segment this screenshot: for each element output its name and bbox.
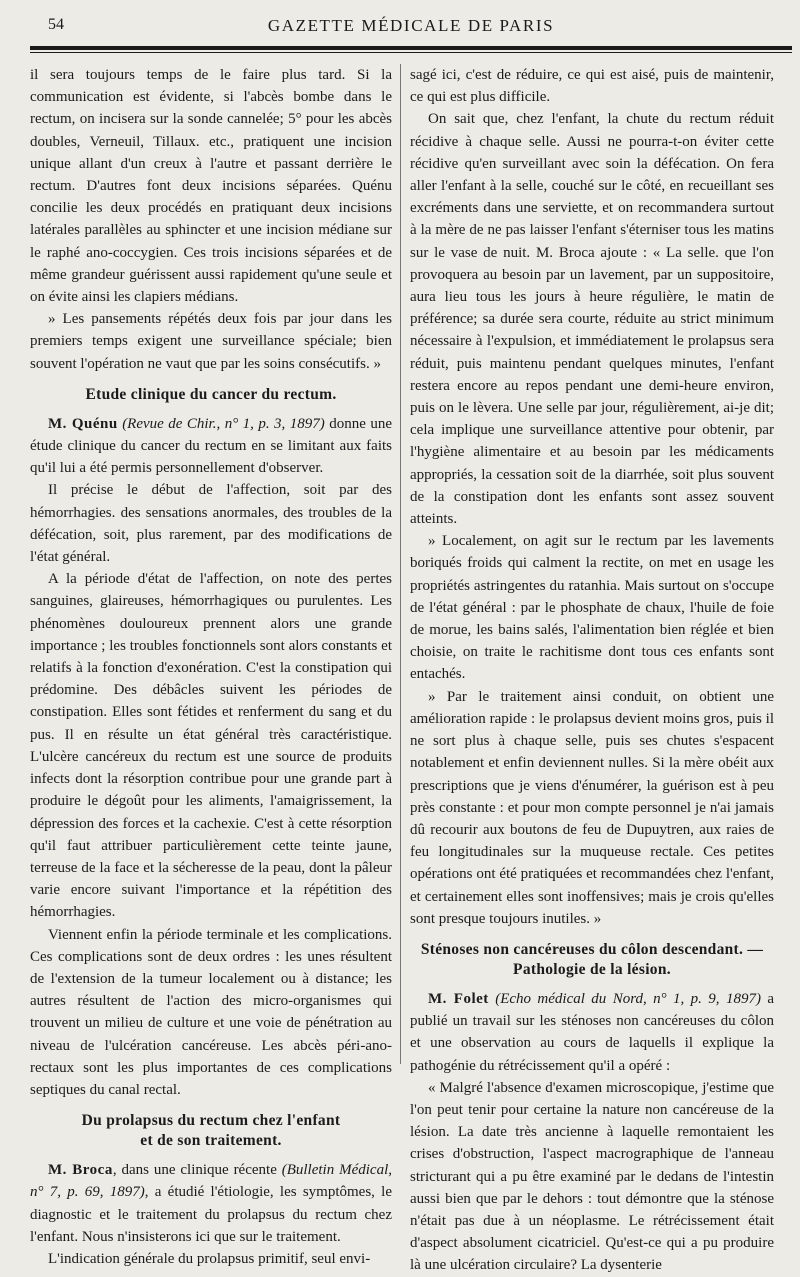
paragraph: » Localement, on agit sur le rectum par les lavements boriqués froids qui calment la rectite, on met en usage les propriétés astringentes du ratanhia. Mais surtout on s'occupe de l'état général : par le phosphate de chaux, l'huile de foie de morue, les bains salés, l'alimentation bien réglée et bien choisie, on traite le rachitisme dont tous ces enfants sont entachés.	[410, 533, 774, 683]
heading-line: Du prolapsus du rectum chez l'enfant	[81, 1112, 341, 1130]
left-column	[30, 64, 392, 1270]
heading-line: et de son traitement.	[140, 1132, 282, 1150]
heading-line: Pathologie de la lésion.	[513, 960, 671, 978]
page-number: 54	[48, 16, 64, 33]
paragraph: L'indication générale du prolapsus primitif, seul envi-	[48, 1250, 371, 1267]
paragraph: » Les pansements répétés deux fois par jour dans les premiers temps exigent une surveillance spéciale; bien souvent l'opération ne vaut que par les soins consécutifs. »	[30, 311, 392, 372]
paragraph: « Malgré l'absence d'examen microscopique, j'estime que l'on peut tenir pour certaine la nature non cancéreuse de la lésion. La date très ancienne à laquelle remontaient les crises d'obstruction, l'aspect macrographique de l'anneau stricturant qui a pu être examiné par le dedans de l'intestin aussi bien que par le dehors : tout démontre que la sténose n'était pas due à un néoplasme. Le rétrécissement était d'aspect absolument cicatriciel. Qu'est-ce qui a pu produire là une ulcération circulaire? La dysenterie	[410, 1079, 774, 1274]
paragraph-text: , dans une clinique récente	[112, 1162, 282, 1179]
section-heading: Etude clinique du cancer du rectum.	[85, 385, 337, 403]
paragraph: sagé ici, c'est de réduire, ce qui est aisé, puis de maintenir, ce qui est plus difficile.	[410, 67, 774, 106]
column-divider	[400, 64, 401, 1064]
paragraph: Il précise le début de l'affection, soit par des hémorrhagies. des sensations anormales, des troubles de la défécation, soit, plus rarement, par des modifications de l'état général.	[30, 482, 392, 566]
reference: (Bulletin Médical, n° 7, p. 69, 1897)	[30, 1162, 392, 1201]
paragraph: A la période d'état de l'affection, on note des pertes sanguines, glaireuses, hémorrhagiques ou purulentes. Les phénomènes douloureux prennent alors une grande importance ; les troubles fonctionnels sont alors constants et relatifs à la fonction d'exonération. C'est la constipation qui prédomine. Des débâcles suivent les périodes de constipation. Elles sont fétides et renferment du sang et du pus. Il en résulte un état général très caractéristique. L'ulcère cancéreux du rectum est une source de produits infects dont la résorption contribue pour une grande part à produire le dégoût pour les aliments, l'amaigrissement, la dépression des forces et la cachexie. C'est à cette résorption qu'il faut attribuer particulièrement cette teinte jaune, terreuse de la face et la sécheresse de la peau, dont la pâleur varie encore suivant l'importance et la répétition des hémorrhagies.	[30, 571, 392, 921]
author-name: M. Quénu	[48, 415, 118, 432]
paragraph-text: , a étudié l'étiologie, les symptômes, le diagnostic et le traitement du prolapsus du rectum chez l'enfant. Nous n'insisterons ici que sur le traitement.	[30, 1184, 392, 1245]
paragraph-text: a publié un travail sur les sténoses non cancéreuses du côlon et une observation au cours de laquells il explique la pathogénie du rétrécissement qu'il a opéré :	[410, 990, 775, 1074]
paragraph-text: donne une étude clinique du cancer du rectum en se limitant aux faits qu'il lui a été permis personnellement d'observer.	[30, 415, 392, 477]
author-name: M. Folet	[428, 990, 489, 1007]
paragraph: » Par le traitement ainsi conduit, on obtient une amélioration rapide : le prolapsus devient moins gros, puis il ne sort plus à chaque selle, puis ses chutes s'espacent notablement et enfin deviennent nulles. Si la mère obéit aux prescriptions que je viens d'énumérer, la guérison est à peu près constante : et pour mon compte personnel je n'ai jamais dû recourir aux boutons de feu de Dupuytren, aux raies de feu longitudinales sur la muqueuse rectale. Ces petites opérations ont été pratiquées et recommandées chez l'enfant, et certainement elles sont inoffensives; mais je crois qu'elles sont presque toujours inutiles. »	[410, 688, 774, 927]
section-heading	[410, 940, 774, 980]
paragraph: On sait que, chez l'enfant, la chute du rectum réduit récidive à chaque selle. Aussi ne pourra-t-on éviter cette récidive qu'en surveillant avec soin la défécation. On fera aller l'enfant à la selle, couché sur le côté, en recueillant ses excréments dans une serviette, et on recommandera surtout à la mère de ne pas laisser l'enfant s'éterniser tous les matins sur le vase de nuit. M. Broca ajoute : « La selle. que l'on provoquera au besoin par un lavement, par un suppositoire, aura lieu tous les jours à heure régulière, le matin de préférence; sa durée sera courte, réduite au strict minimum nécessaire à l'expulsion, et immédiatement le prolapsus sera réduit, puis maintenu pendant quelques minutes, l'enfant restera encore au repos pendant une demi-heure environ, puis on le lèvera. Une selle par jour, régulièrement, ai-je dit; cela implique une surveillance attentive pour obtenir, par l'hygiène alimentaire et au besoin par les médicaments appropriés, la cessation soit de la diarrhée, soit plus souvent de la constipation dont les enfants sont assez souvent atteints.	[410, 111, 774, 528]
journal-title: GAZETTE MÉDICALE DE PARIS	[267, 16, 555, 35]
paragraph: il sera toujours temps de le faire plus tard. Si la communication est évidente, si l'abcès bombe dans le rectum, on incisera sur la sonde cannelée; 5° pour les abcès doubles, Verneuil, Tillaux. etc., pratiquent une incision unique allant d'un creux à l'autre et passant derrière le rectum. D'autres font deux incisions séparées. Quénu concilie les deux procédés en pratiquant deux incisions latérales parallèles au sphincter et une incision médiane sur le raphé ano-coccygien. Ces trois incisions séparées et de même grandeur guérissent aussi rapidement qu'une seule et on évite ainsi les clapiers médians.	[30, 67, 392, 306]
right-column	[410, 64, 774, 1277]
author-name: M. Broca	[48, 1162, 113, 1179]
section-heading	[30, 1111, 392, 1151]
paragraph	[410, 988, 774, 1077]
header-rule-thick	[30, 46, 792, 50]
page-header	[30, 10, 792, 40]
reference: (Revue de Chir., n° 1, p. 3, 1897)	[122, 415, 325, 432]
paragraph: Viennent enfin la période terminale et les complications. Ces complications sont de deux ordres : les unes résultent de l'extension de la tumeur localement ou à distance; les autres résultent de l'action des micro-organismes qui trouvent un milieu de culture et une voie de pénétration au niveau de l'ulcération cancéreuse. Les abcès péri-ano-rectaux sont les plus importantes de ces complications septiques du canal rectal.	[30, 926, 392, 1098]
paragraph	[30, 413, 392, 480]
paragraph	[30, 1159, 392, 1248]
header-rule-thin	[30, 52, 792, 53]
heading-line: Sténoses non cancéreuses du côlon descendant. —	[420, 940, 764, 958]
reference: (Echo médical du Nord, n° 1, p. 9, 1897)	[495, 990, 761, 1007]
